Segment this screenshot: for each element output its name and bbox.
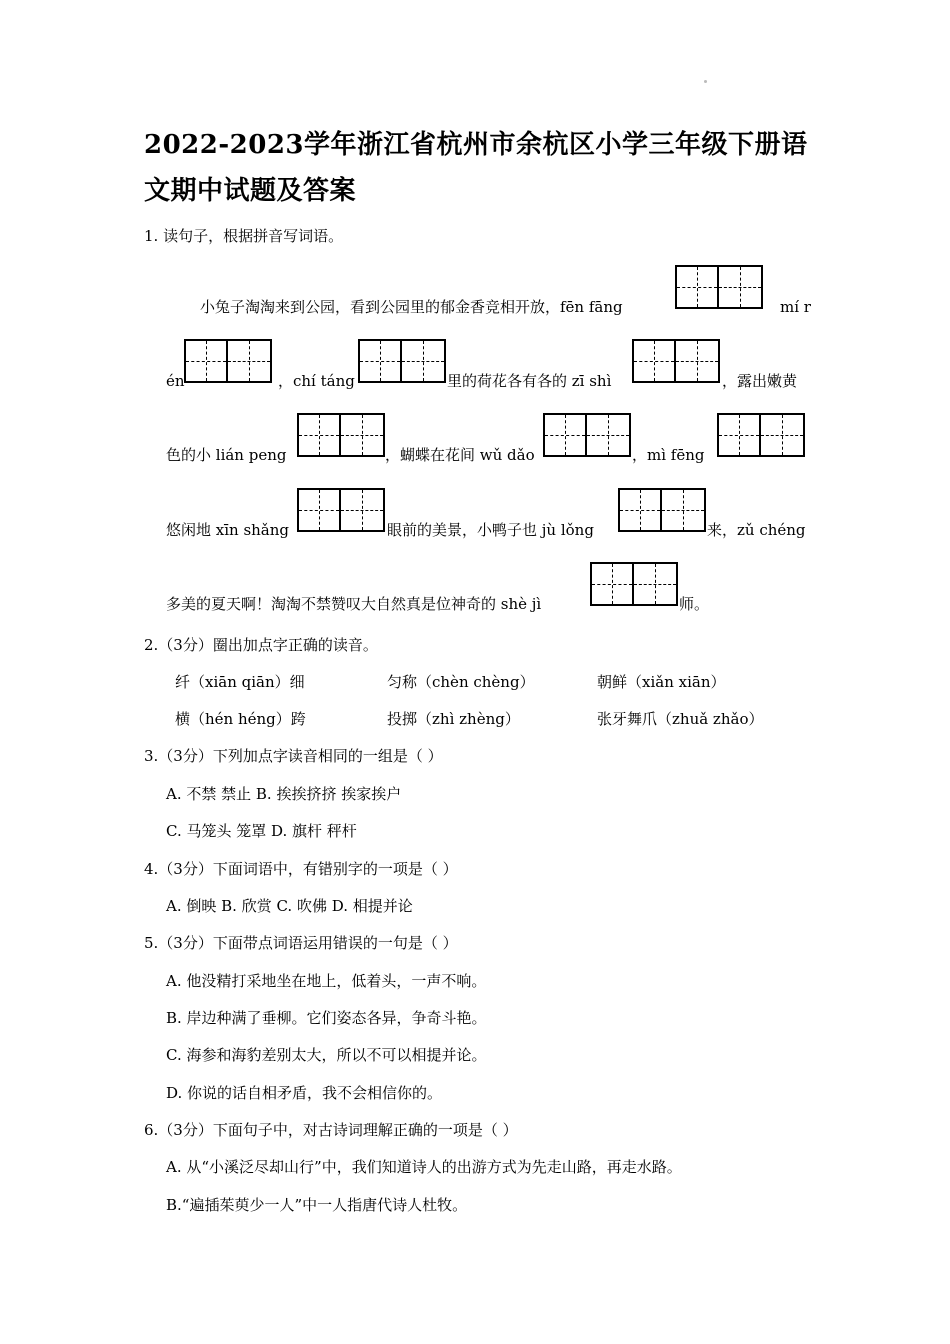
answer-grid-zi-shi[interactable] xyxy=(632,339,720,383)
q5-option: B. 岸边种满了垂柳。它们姿态各异，争奇斗艳。 xyxy=(166,1009,487,1027)
q4-options: A. 倒映 B. 欣赏 C. 吹佛 D. 相提并论 xyxy=(166,897,413,915)
q6-option: B.“遍插茱萸少一人”中一人指唐代诗人杜牧。 xyxy=(166,1196,468,1214)
q1-line1-tail: mí r xyxy=(780,298,811,316)
q1-line2-tail: ，露出嫩黄 xyxy=(722,372,798,390)
q2-item: 投掷（zhì zhèng） xyxy=(387,710,520,728)
q1-line3-lianpeng-label: 色的小 lián peng xyxy=(166,446,287,464)
question-2-stem: 2.（3分）圈出加点字正确的读音。 xyxy=(144,636,378,654)
answer-grid-wu-dao[interactable] xyxy=(543,413,631,457)
q5-option: D. 你说的话自相矛盾，我不会相信你的。 xyxy=(166,1084,443,1102)
q1-line3-wudao-label: ，蝴蝶在花间 wǔ dǎo xyxy=(385,446,535,464)
q5-option: A. 他没精打采地坐在地上，低着头，一声不响。 xyxy=(166,972,487,990)
answer-grid-fen-fang[interactable] xyxy=(675,265,763,309)
answer-grid-she-ji[interactable] xyxy=(590,562,678,606)
q1-line4-zucheng-label: 来，zǔ chéng xyxy=(707,521,806,539)
question-6-stem: 6.（3分）下面句子中，对古诗词理解正确的一项是（ ） xyxy=(144,1121,518,1139)
q5-option: C. 海参和海豹差别太大，所以不可以相提并论。 xyxy=(166,1046,487,1064)
q1-line2-start: én xyxy=(166,372,185,390)
question-5-stem: 5.（3分）下面带点词语运用错误的一句是（ ） xyxy=(144,934,458,952)
q1-line2-zishi-label: 里的荷花各有各的 zī shì xyxy=(447,372,612,390)
scan-speck xyxy=(704,80,707,83)
q1-line5-tail: 师。 xyxy=(679,595,710,613)
document-title: 2022-2023学年浙江省杭州市余杭区小学三年级下册语文期中试题及答案 xyxy=(144,130,808,206)
q1-line3-mifeng-label: ，mì fēng xyxy=(632,446,705,464)
answer-grid-xin-shang[interactable] xyxy=(297,488,385,532)
question-1-stem: 1. 读句子，根据拼音写词语。 xyxy=(144,227,344,245)
q2-item: 朝鲜（xiǎn xiān） xyxy=(597,673,726,691)
q6-option: A. 从“小溪泛尽却山行”中，我们知道诗人的出游方式为先走山路，再走水路。 xyxy=(166,1158,682,1176)
q2-item: 纤（xiān qiān）细 xyxy=(175,673,305,691)
answer-grid-mi-feng[interactable] xyxy=(717,413,805,457)
q2-item: 横（hén héng）跨 xyxy=(175,710,306,728)
question-4-stem: 4.（3分）下面词语中，有错别字的一项是（ ） xyxy=(144,860,458,878)
answer-grid-lian-peng[interactable] xyxy=(297,413,385,457)
q2-item: 张牙舞爪（zhuǎ zhǎo） xyxy=(597,710,764,728)
q1-line1-text: 小兔子淘淘来到公园，看到公园里的郁金香竞相开放，fēn fāng xyxy=(200,298,623,316)
q1-line4-julong-label: 眼前的美景，小鸭子也 jù lǒng xyxy=(387,521,594,539)
question-3-stem: 3.（3分）下列加点字读音相同的一组是（ ） xyxy=(144,747,443,765)
q2-item: 匀称（chèn chèng） xyxy=(387,673,535,691)
answer-grid-ju-long[interactable] xyxy=(618,488,706,532)
q1-line4-xinshang-label: 悠闲地 xīn shǎng xyxy=(166,521,290,539)
q3-options-row2: C. 马笼头 笼罩 D. 旗杆 秤杆 xyxy=(166,822,357,840)
answer-grid-mi-ren[interactable] xyxy=(184,339,272,383)
answer-grid-chi-tang[interactable] xyxy=(358,339,446,383)
q1-line2-chitang-label: ，chí táng xyxy=(278,372,355,390)
q1-line5-sheji-label: 多美的夏天啊！淘淘不禁赞叹大自然真是位神奇的 shè jì xyxy=(166,595,542,613)
q3-options-row1: A. 不禁 禁止 B. 挨挨挤挤 挨家挨户 xyxy=(166,785,402,803)
